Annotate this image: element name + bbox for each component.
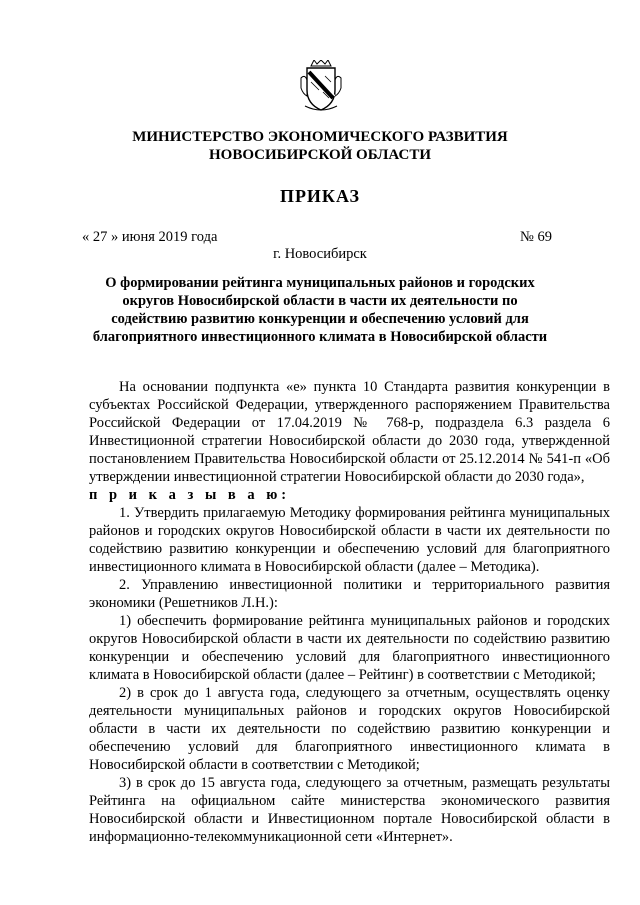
coat-of-arms-icon	[299, 60, 343, 112]
order-heading: О формировании рейтинга муниципальных районов и городских округов Новосибирской области в части их деятельности по содействию развитию конкуренции и обеспечению условий для благоприятного инвестиционного климата в Новосибирской области	[92, 275, 548, 345]
order-word: п р и к а з ы в а ю:	[89, 487, 291, 503]
item-1-paragraph: 1. Утвердить прилагаемую Методику формирования рейтинга муниципальных районов и городских округов Новосибирской области в части их деятельности по содействию развитию конкуренции и обеспечению условий для благоприятного инвестиционного климата в Новосибирской области (далее – Методика).	[89, 505, 610, 575]
preamble-paragraph: На основании подпункта «е» пункта 10 Стандарта развития конкуренции в субъектах Российской Федерации, утвержденного распоряжением Правительства Российской Федерации от 17.04.2019 № 768-р, подраздела 6.3 раздела 6 Инвестиционной стратегии Новосибирской области до 2030 года, утвержденной постановлением Правительства Новосибирской области от 25.12.2014 № 541-п «Об утверждении инвестиционной стратегии Новосибирской области до 2030 года»,	[89, 379, 610, 485]
order-date: « 27 » июня 2019 года	[82, 229, 218, 245]
document-type: ПРИКАЗ	[279, 186, 361, 206]
order-body	[89, 378, 610, 846]
subitem-2-paragraph: 2) в срок до 1 августа года, следующего за отчетным, осуществлять оценку деятельности муниципальных районов и городских округов Новосибирской области в части их деятельности по содействию развитию конкуренции и обеспечению условий для благоприятного инвестиционного климата в Новосибирской области в соответствии с Методикой;	[89, 685, 610, 773]
ministry-line-1: МИНИСТЕРСТВО ЭКОНОМИЧЕСКОГО РАЗВИТИЯ	[132, 129, 508, 145]
ministry-name	[0, 128, 640, 164]
city: г. Новосибирск	[273, 246, 367, 262]
ministry-line-2: НОВОСИБИРСКОЙ ОБЛАСТИ	[208, 147, 432, 163]
item-2-paragraph: 2. Управлению инвестиционной политики и территориального развития экономики (Решетников Л.Н.):	[89, 577, 610, 611]
order-number: № 69	[520, 229, 552, 245]
subitem-1-paragraph: 1) обеспечить формирование рейтинга муниципальных районов и городских округов Новосибирской области в части их деятельности по содействию развитию конкуренции и обеспечению условий для благоприятного инвестиционного климата в Новосибирской области (далее – Рейтинг) в соответствии с Методикой;	[89, 613, 610, 683]
subitem-3-paragraph: 3) в срок до 15 августа года, следующего за отчетным, размещать результаты Рейтинга на официальном сайте министерства экономического развития Новосибирской области и Инвестиционном портале Новосибирской области в информационно-телекоммуникационной сети «Интернет».	[89, 775, 610, 845]
